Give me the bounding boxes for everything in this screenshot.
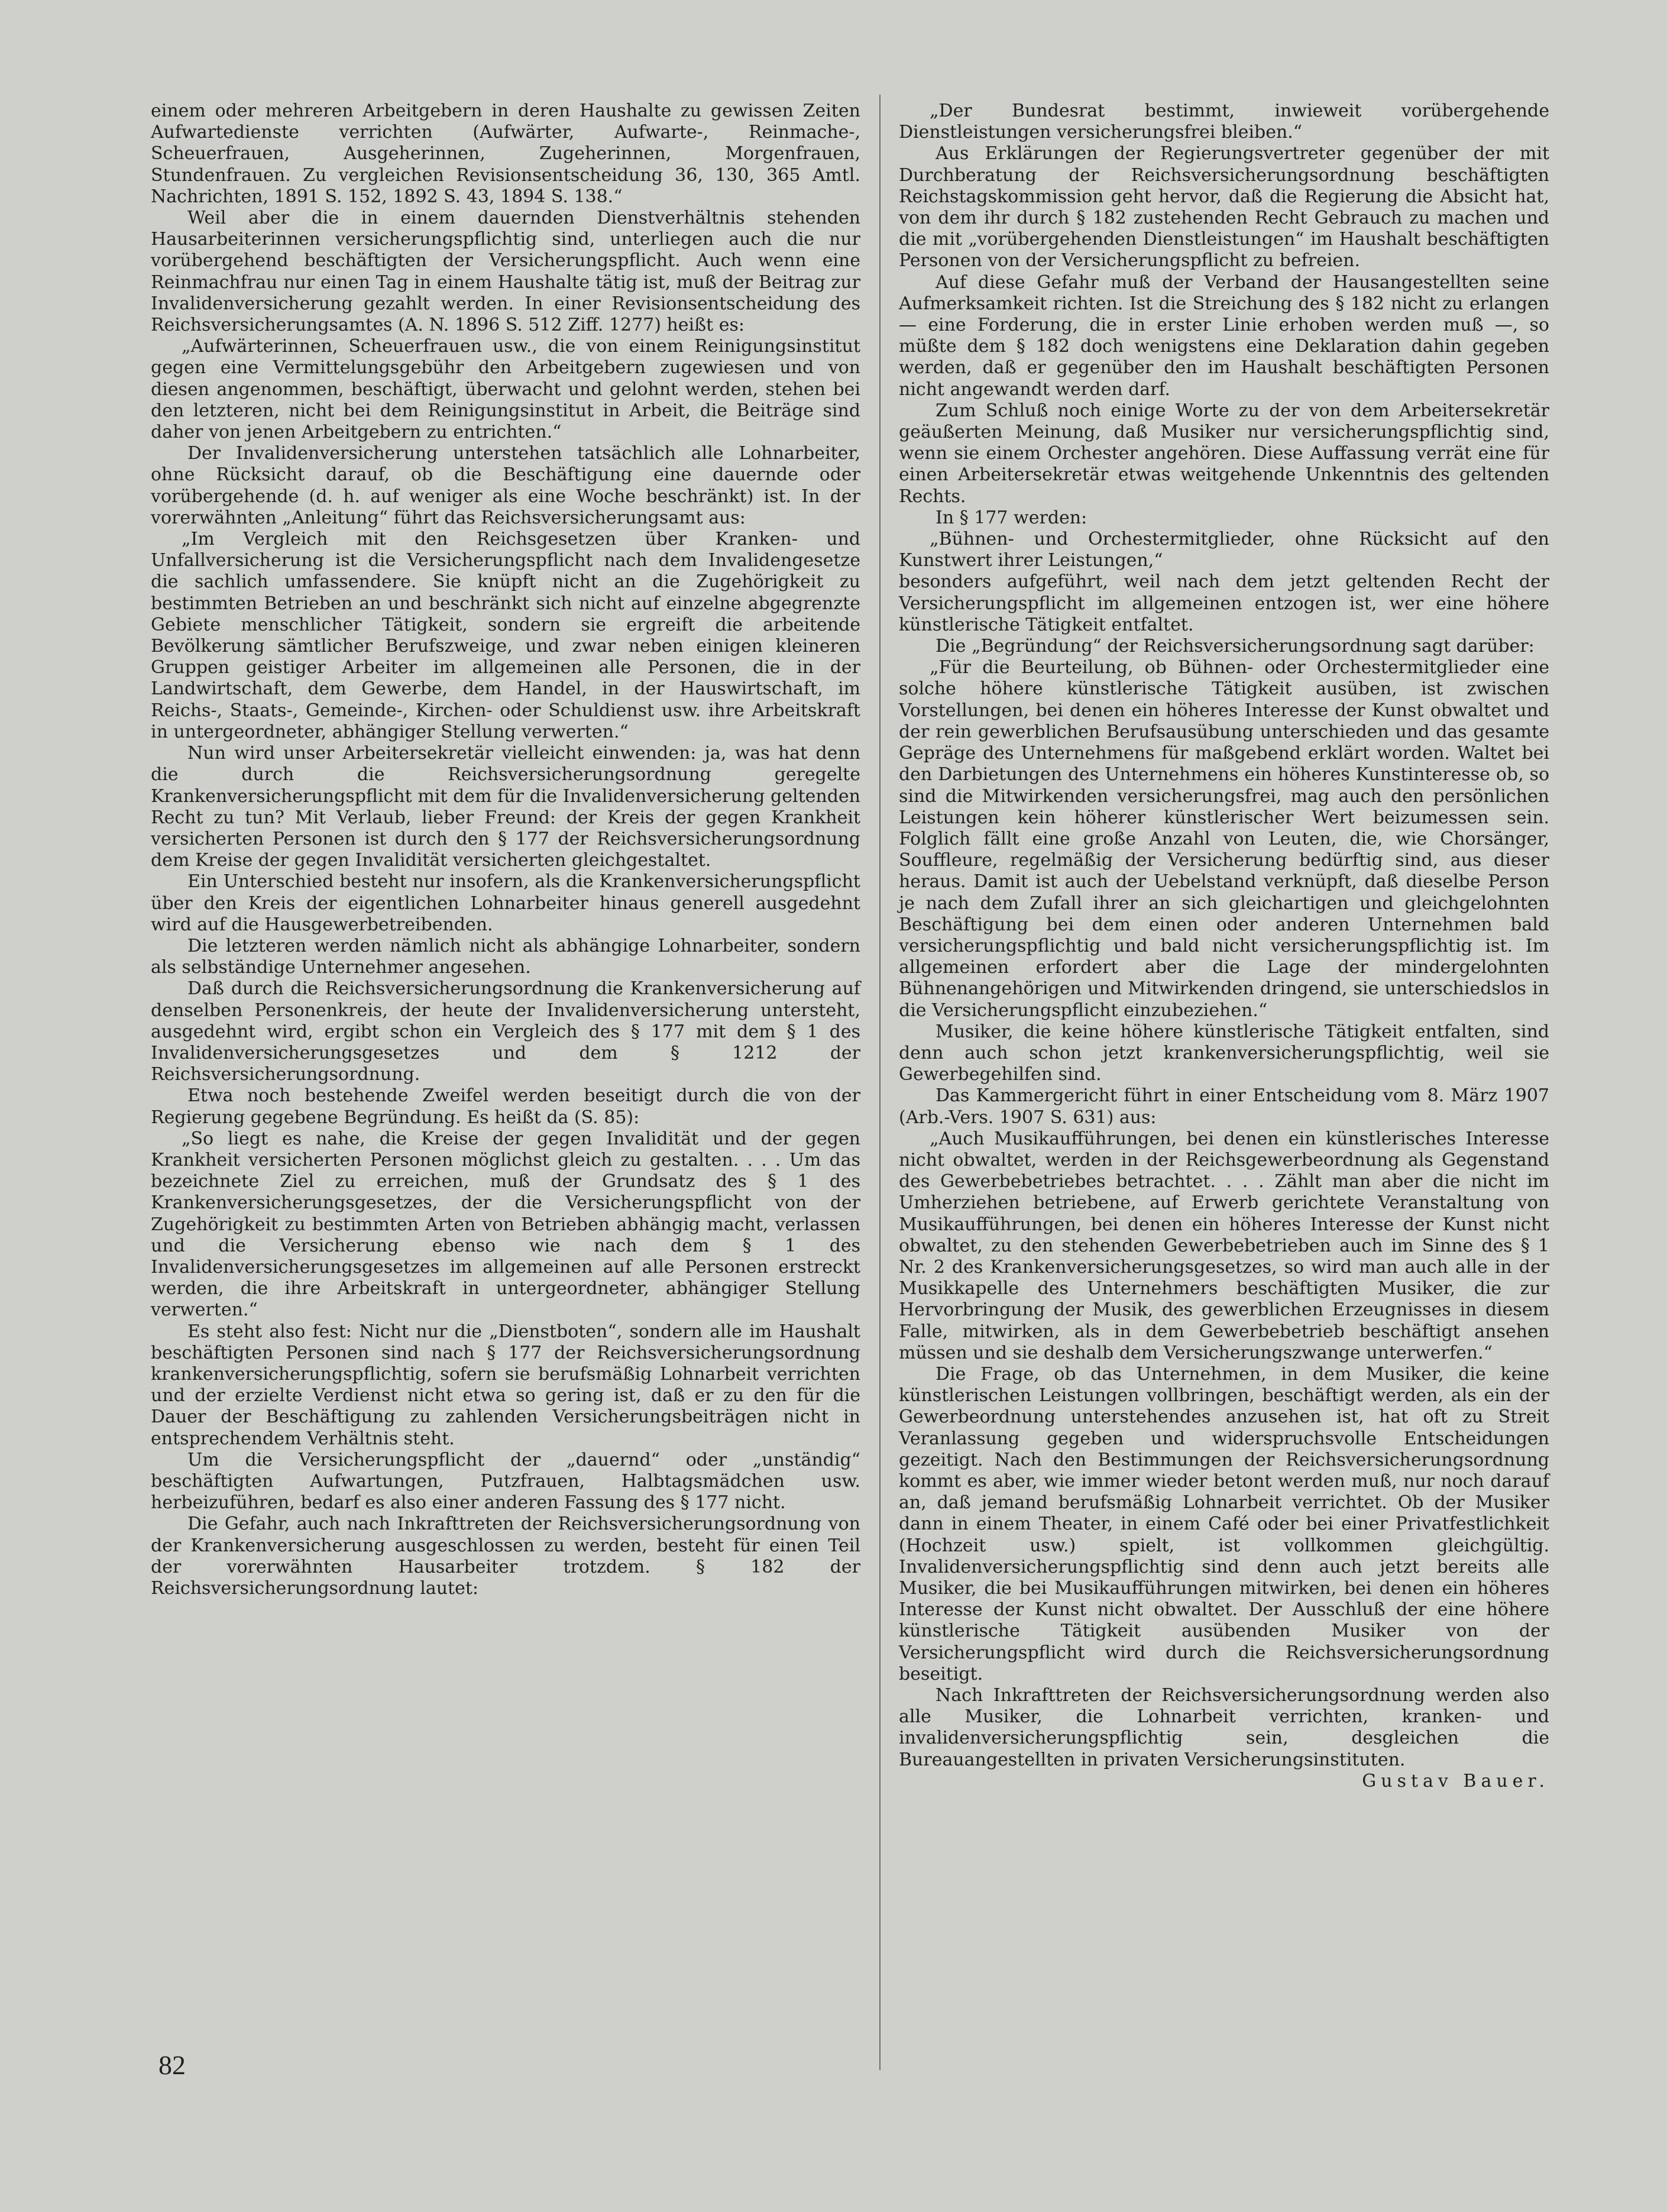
- paragraph: „Im Vergleich mit den Reichsgesetzen über Kranken- und Unfallversicherung ist die Versicherungspflicht nach dem Invalidengesetze die sachlich umfassendere. Sie knüpft nicht an die Zugehörigkeit zu bestimmten Betrieben an und beschränkt sich nicht auf einzelne abgegrenzte Gebiete menschlicher Tätigkeit, sondern sie ergreift die arbeitende Bevölkerung sämtlicher Berufszweige, und zwar neben einigen kleineren Gruppen geistiger Arbeiter im allgemeinen alle Personen, die in der Landwirtschaft, dem Gewerbe, dem Handel, in der Hauswirtschaft, im Reichs-, Staats-, Gemeinde-, Kirchen- oder Schuldienst usw. ihre Arbeitskraft in untergeordneter, abhängiger Stellung verwerten.“: [151, 529, 860, 742]
- paragraph: Etwa noch bestehende Zweifel werden beseitigt durch die von der Regierung gegebene Begründung. Es heißt da (S. 85):: [151, 1085, 860, 1128]
- paragraph: Nun wird unser Arbeitersekretär vielleicht einwenden: ja, was hat denn die durch die Reichsversicherungsordnung geregelte Krankenversicherungspflicht mit dem für die Invalidenversicherung geltenden Recht zu tun? Mit Verlaub, lieber Freund: der Kreis der gegen Krankheit versicherten Personen ist durch den § 177 der Reichsversicherungsordnung dem Kreise der gegen Invalidität versicherten gleichgestaltet.: [151, 743, 860, 871]
- paragraph: einem oder mehreren Arbeitgebern in deren Haushalte zu gewissen Zeiten Aufwartedienste verrichten (Aufwärter, Aufwarte-, Reinmache-, Scheuerfrauen, Ausgeherinnen, Zugeherinnen, Morgenfrauen, Stundenfrauen. Zu vergleichen Revisionsentscheidung 36, 130, 365 Amtl. Nachrichten, 1891 S. 152, 1892 S. 43, 1894 S. 138.“: [151, 101, 860, 207]
- author-signature: Gustav Bauer.: [1362, 1770, 1549, 1791]
- paragraph: besonders aufgeführt, weil nach dem jetzt geltenden Recht der Versicherungspflicht im allgemeinen entzogen ist, wer eine höhere künstlerische Tätigkeit entfaltet.: [899, 571, 1549, 635]
- page-number: 82: [158, 2050, 186, 2080]
- paragraph: „Auch Musikaufführungen, bei denen ein künstlerisches Interesse nicht obwaltet, werden in der Reichsgewerbeordnung als Gegenstand des Gewerbebetriebes betrachtet. . . . Zählt man aber die nicht im Umherziehen betriebene, auf Erwerb gerichtete Veranstaltung von Musikaufführungen, bei denen ein höheres Interesse der Kunst nicht obwaltet, zu den stehenden Gewerbebetrieben auch im Sinne des § 1 Nr. 2 des Krankenversicherungsgesetzes, so wird man auch alle in der Musikkapelle des Unternehmers beschäftigten Musiker, die zur Hervorbringung der Musik, des gewerblichen Erzeugnisses in diesem Falle, mitwirken, als in dem Gewerbebetrieb beschäftigt ansehen müssen und sie deshalb dem Versicherungszwange unterwerfen.“: [899, 1128, 1549, 1363]
- paragraph: Der Invalidenversicherung unterstehen tatsächlich alle Lohnarbeiter, ohne Rücksicht darauf, ob die Beschäftigung eine dauernde oder vorübergehende (d. h. auf weniger als eine Woche beschränkt) ist. In der vorerwähnten „Anleitung“ führt das Reichsversicherungsamt aus:: [151, 443, 860, 528]
- paragraph: Die Frage, ob das Unternehmen, in dem Musiker, die keine künstlerischen Leistungen vollbringen, beschäftigt werden, als ein der Gewerbeordnung unterstehendes anzusehen ist, hat oft zu Streit Veranlassung gegeben und widerspruchsvolle Entscheidungen gezeitigt. Nach den Bestimmungen der Reichsversicherungsordnung kommt es aber, wie immer wieder betont werden muß, nur noch darauf an, daß jemand berufsmäßig Lohnarbeit verrichtet. Ob der Musiker dann in einem Theater, in einem Café oder bei einer Privatfestlichkeit (Hochzeit usw.) spielt, ist vollkommen gleichgültig. Invalidenversicherungspflichtig sind denn auch jetzt bereits alle Musiker, die bei Musikaufführungen mitwirken, bei denen ein höheres Interesse der Kunst nicht obwaltet. Der Ausschluß der eine höhere künstlerische Tätigkeit ausübenden Musiker von der Versicherungspflicht wird durch die Reichsversicherungsordnung beseitigt.: [899, 1363, 1549, 1684]
- paragraph: Auf diese Gefahr muß der Verband der Hausangestellten seine Aufmerksamkeit richten. Ist die Streichung des § 182 nicht zu erlangen — eine Forderung, die in erster Linie erhoben werden muß —, so müßte dem § 182 doch wenigstens eine Deklaration dahin gegeben werden, daß er gegenüber den im Haushalt beschäftigten Personen nicht angewandt werden darf.: [899, 271, 1549, 400]
- paragraph: Es steht also fest: Nicht nur die „Dienstboten“, sondern alle im Haushalt beschäftigten Personen sind nach § 177 der Reichsversicherungsordnung krankenversicherungspflichtig, sofern sie berufsmäßig Lohnarbeit verrichten und der erzielte Verdienst nicht etwa so gering ist, daß er zu den für die Dauer der Beschäftigung zu zahlenden Versicherungsbeiträgen nicht in entsprechendem Verhältnis steht.: [151, 1321, 860, 1449]
- paragraph: In § 177 werden:: [936, 507, 1087, 528]
- paragraph: Daß durch die Reichsversicherungsordnung die Krankenversicherung auf denselben Personenkreis, der heute der Invalidenversicherung untersteht, ausgedehnt wird, ergibt schon ein Vergleich des § 177 mit dem § 1 des Invalidenversicherungsgesetzes und dem § 1212 der Reichsversicherungsordnung.: [151, 978, 860, 1085]
- paragraph: „Bühnen- und Orchestermitglieder, ohne Rücksicht auf den Kunstwert ihrer Leistungen,“: [899, 529, 1549, 571]
- paragraph: „Der Bundesrat bestimmt, inwieweit vorübergehende Dienstleistungen versicherungsfrei bleiben.“: [899, 101, 1549, 143]
- paragraph: Ein Unterschied besteht nur insofern, als die Krankenversicherungspflicht über den Kreis der eigentlichen Lohnarbeiter hinaus generell ausgedehnt wird auf die Hausgewerbetreibenden.: [151, 871, 860, 935]
- column-divider: [879, 95, 881, 2070]
- paragraph: Nach Inkrafttreten der Reichsversicherungsordnung werden also alle Musiker, die Lohnarbeit verrichten, kranken- und invalidenversicherungspflichtig sein, desgleichen die Bureauangestellten in privaten Versicherungsinstituten.: [899, 1685, 1549, 1770]
- paragraph: Musiker, die keine höhere künstlerische Tätigkeit entfalten, sind denn auch schon jetzt krankenversicherungspflichtig, weil sie Gewerbegehilfen sind.: [899, 1021, 1549, 1085]
- right-column: [899, 101, 1549, 1792]
- paragraph: Aus Erklärungen der Regierungsvertreter gegenüber der mit Durchberatung der Reichsversicherungsordnung beschäftigten Reichstagskommission geht hervor, daß die Regierung die Absicht hat, von dem ihr durch § 182 zustehenden Recht Gebrauch zu machen und die mit „vorübergehenden Dienstleistungen“ im Haushalt beschäftigten Personen von der Versicherungspflicht zu befreien.: [899, 143, 1549, 271]
- paragraph: „So liegt es nahe, die Kreise der gegen Invalidität und der gegen Krankheit versicherten Personen möglichst gleich zu gestalten. . . . Um das bezeichnete Ziel zu erreichen, muß der Grundsatz des § 1 des Krankenversicherungsgesetzes, der die Versicherungspflicht von der Zugehörigkeit zu bestimmten Arten von Betrieben abhängig macht, verlassen und die Versicherung ebenso wie nach dem § 1 des Invalidenversicherungsgesetzes im allgemeinen auf alle Personen erstreckt werden, die ihre Arbeitskraft in untergeordneter, abhängiger Stellung verwerten.“: [151, 1128, 860, 1321]
- paragraph: „Für die Beurteilung, ob Bühnen- oder Orchestermitglieder eine solche höhere künstlerische Tätigkeit ausüben, ist zwischen Vorstellungen, bei denen ein höheres Interesse der Kunst obwaltet und der rein gewerblichen Berufsausübung unterschieden und das gesamte Gepräge des Unternehmens für maßgebend erklärt worden. Waltet bei den Darbietungen des Unternehmens ein höheres Kunstinteresse ob, so sind die Mitwirkenden versicherungsfrei, mag auch den persönlichen Leistungen kein höherer künstlerischer Wert beizumessen sein. Folglich fällt eine große Anzahl von Leuten, die, wie Chorsänger, Souffleure, regelmäßig der Versicherung bedürftig sind, aus dieser heraus. Damit ist auch der Uebelstand verknüpft, daß dieselbe Person je nach dem Zufall ihrer an sich gleichartigen und gleichgelohnten Beschäftigung bei dem einen oder anderen Unternehmen bald versicherungspflichtig und bald nicht versicherungspflichtig ist. Im allgemeinen erfordert aber die Lage der mindergelohnten Bühnenangehörigen und Mitwirkenden dringend, sie unterschiedslos in die Versicherungspflicht einzubeziehen.“: [899, 657, 1549, 1021]
- paragraph: „Aufwärterinnen, Scheuerfrauen usw., die von einem Reinigungsinstitut gegen eine Vermittelungsgebühr den Arbeitgebern zugewiesen und von diesen angenommen, beschäftigt, überwacht und gelohnt werden, stehen bei den letzteren, nicht bei dem Reinigungsinstitut in Arbeit, die Beiträge sind daher von jenen Arbeitgebern zu entrichten.“: [151, 336, 860, 443]
- paragraph: Das Kammergericht führt in einer Entscheidung vom 8. März 1907 (Arb.-Vers. 1907 S. 631) aus:: [899, 1085, 1549, 1128]
- paragraph: Die „Begründung“ der Reichsversicherungsordnung sagt darüber:: [936, 636, 1535, 657]
- paragraph: Die Gefahr, auch nach Inkrafttreten der Reichsversicherungsordnung von der Krankenversicherung ausgeschlossen zu werden, besteht für einen Teil der vorerwähnten Hausarbeiter trotzdem. § 182 der Reichsversicherungsordnung lautet:: [151, 1514, 860, 1599]
- paragraph: Zum Schluß noch einige Worte zu der von dem Arbeitersekretär geäußerten Meinung, daß Musiker nur versicherungspflichtig sind, wenn sie einem Orchester angehören. Diese Auffassung verrät eine für einen Arbeitersekretär etwas weitgehende Unkenntnis des geltenden Rechts.: [899, 400, 1549, 507]
- left-column: [151, 101, 860, 1599]
- paragraph: Die letzteren werden nämlich nicht als abhängige Lohnarbeiter, sondern als selbständige Unternehmer angesehen.: [151, 935, 860, 978]
- paragraph: Um die Versicherungspflicht der „dauernd“ oder „unständig“ beschäftigten Aufwartungen, Putzfrauen, Halbtagsmädchen usw. herbeizuführen, bedarf es also einer anderen Fassung des § 177 nicht.: [151, 1449, 860, 1514]
- paragraph: Weil aber die in einem dauernden Dienstverhältnis stehenden Hausarbeiterinnen versicherungspflichtig sind, unterliegen auch die nur vorübergehend beschäftigten der Versicherungspflicht. Auch wenn eine Reinmachfrau nur einen Tag in einem Haushalte tätig ist, muß der Beitrag zur Invalidenversicherung gezahlt werden. In einer Revisionsentscheidung des Reichsversicherungsamtes (A. N. 1896 S. 512 Ziff. 1277) heißt es:: [151, 208, 860, 336]
